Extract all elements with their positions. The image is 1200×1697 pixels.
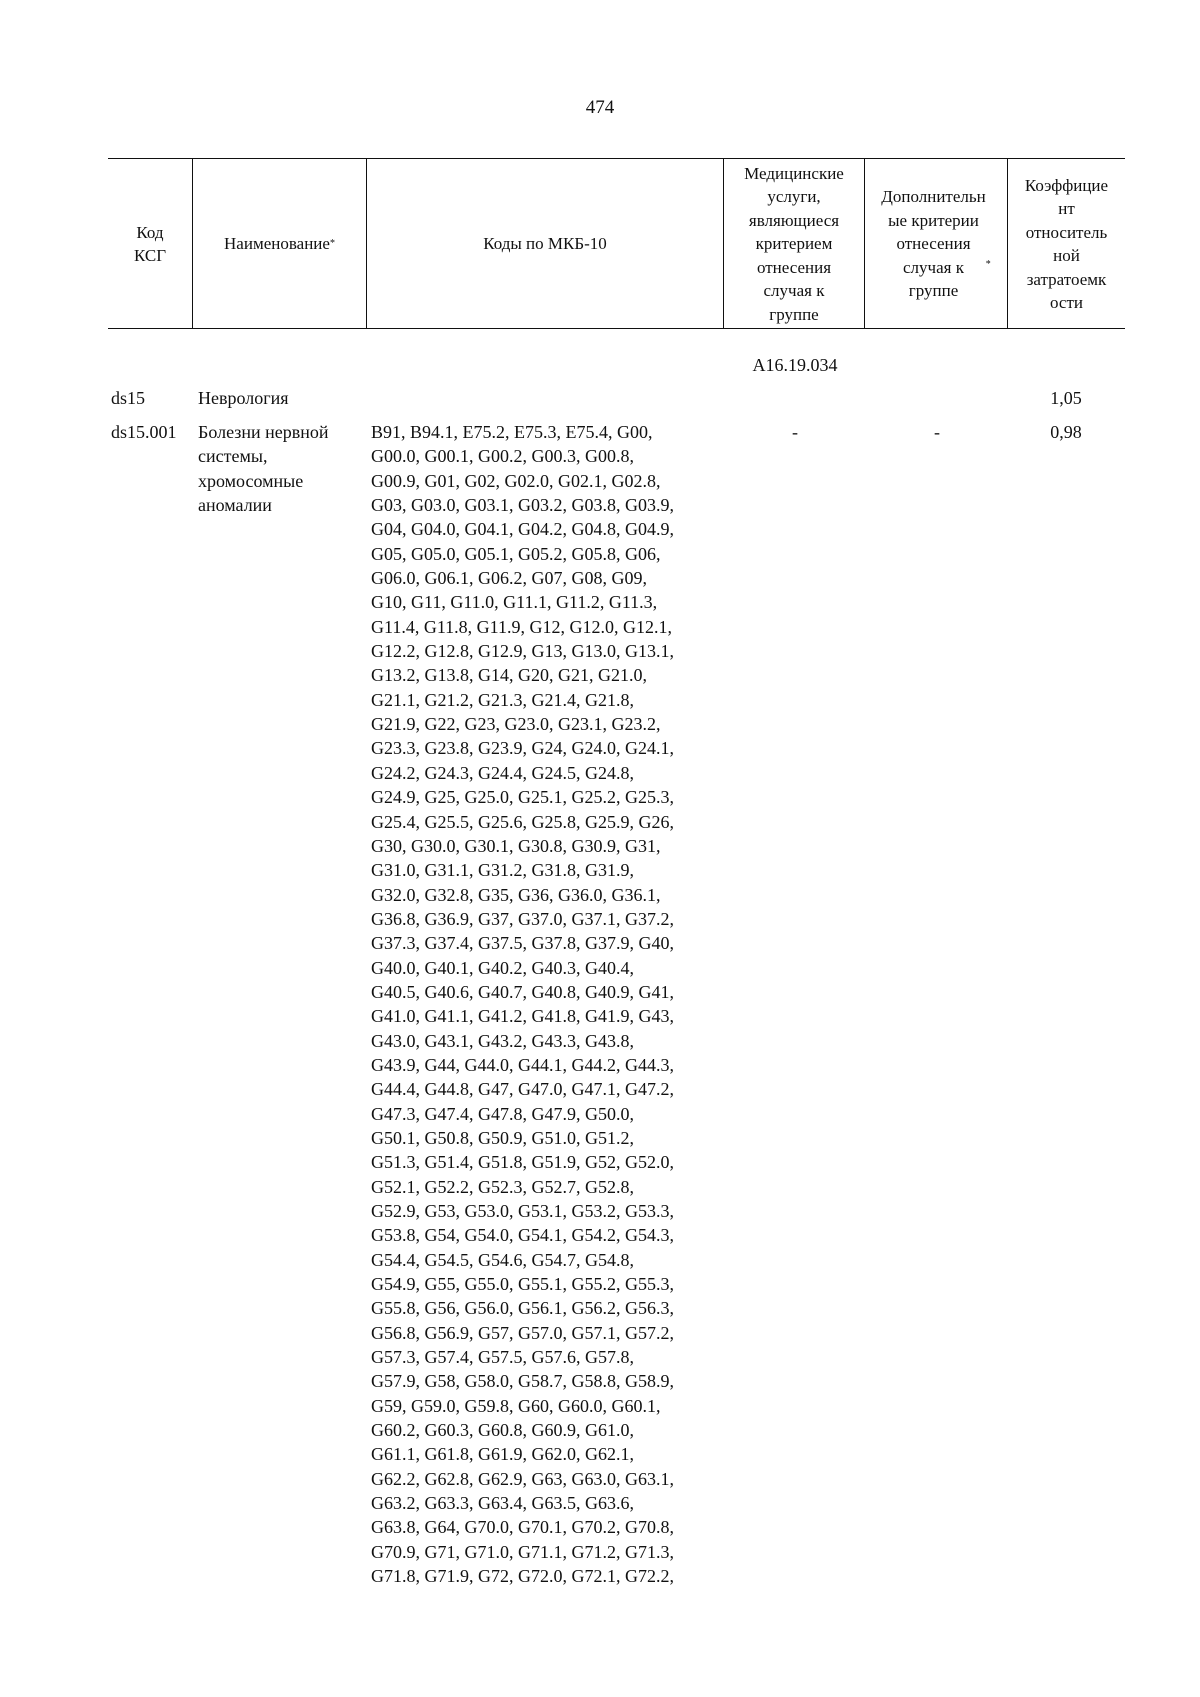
icd-code-line: G47.3, G47.4, G47.8, G47.9, G50.0, <box>371 1103 634 1124</box>
row-coefficient: 0,98 <box>1050 422 1082 442</box>
icd-code-line: G25.4, G25.5, G25.6, G25.8, G25.9, G26, <box>371 811 674 832</box>
header-name-footnote-mark: * <box>329 238 335 250</box>
icd-code-line: G32.0, G32.8, G35, G36, G36.0, G36.1, <box>371 884 661 905</box>
row-coefficient: 1,05 <box>1050 388 1082 408</box>
header-name <box>193 160 366 328</box>
icd-code-line: G70.9, G71, G71.0, G71.1, G71.2, G71.3, <box>371 1541 674 1562</box>
icd-code-line: G12.2, G12.8, G12.9, G13, G13.0, G13.1, <box>371 641 674 662</box>
icd-code-line: G52.9, G53, G53.0, G53.1, G53.2, G53.3, <box>371 1201 674 1221</box>
icd-code-line: B91, B94.1, E75.2, E75.3, E75.4, G00, <box>371 422 653 442</box>
icd-code-line: G21.9, G22, G23, G23.0, G23.1, G23.2, <box>371 714 661 735</box>
icd-code-line: G24.2, G24.3, G24.4, G24.5, G24.8, <box>371 762 634 783</box>
icd-code-line: G00.9, G01, G02, G02.0, G02.1, G02.8, <box>371 470 661 491</box>
row-name: Неврология <box>198 388 289 408</box>
icd-code-line: G59, G59.0, G59.8, G60, G60.0, G60.1, <box>371 1395 661 1416</box>
icd-code-line: G30, G30.0, G30.1, G30.8, G30.9, G31, <box>371 835 661 856</box>
icd-code-line: G56.8, G56.9, G57, G57.0, G57.1, G57.2, <box>371 1322 674 1343</box>
icd-code-line: G40.0, G40.1, G40.2, G40.3, G40.4, <box>371 957 634 978</box>
icd-code-line: G61.1, G61.8, G61.9, G62.0, G62.1, <box>371 1444 634 1465</box>
icd-code-line: G37.3, G37.4, G37.5, G37.8, G37.9, G40, <box>371 933 674 954</box>
icd-code-line: G00.0, G00.1, G00.2, G00.3, G00.8, <box>371 446 634 467</box>
icd-code-line: G24.9, G25, G25.0, G25.1, G25.2, G25.3, <box>371 787 674 808</box>
icd-code-line: G23.3, G23.8, G23.9, G24, G24.0, G24.1, <box>371 738 674 759</box>
icd-code-line: G63.8, G64, G70.0, G70.1, G70.2, G70.8, <box>371 1517 674 1538</box>
header-coefficient: Коэффицие нт относитель ной затратоемк ости <box>1024 175 1109 312</box>
icd-code-line: G60.2, G60.3, G60.8, G60.9, G61.0, <box>371 1420 634 1441</box>
icd-code-line: G31.0, G31.1, G31.2, G31.8, G31.9, <box>371 860 634 881</box>
icd-code-line: G52.1, G52.2, G52.3, G52.7, G52.8, <box>371 1176 634 1197</box>
icd-code-line: G54.4, G54.5, G54.6, G54.7, G54.8, <box>371 1249 634 1270</box>
icd-code-list <box>371 420 731 1589</box>
header-icd: Коды по МКБ-10 <box>483 234 607 254</box>
icd-code-line: G13.2, G13.8, G14, G20, G21, G21.0, <box>371 665 647 686</box>
row-service: - <box>792 422 798 442</box>
icd-code-line: G40.5, G40.6, G40.7, G40.8, G40.9, G41, <box>371 981 674 1002</box>
icd-code-line: G71.8, G71.9, G72, G72.0, G72.1, G72.2, <box>371 1566 674 1587</box>
row-code: ds15 <box>111 388 146 408</box>
icd-code-line: G63.2, G63.3, G63.4, G63.5, G63.6, <box>371 1493 634 1514</box>
icd-code-line: G62.2, G62.8, G62.9, G63, G63.0, G63.1, <box>371 1468 674 1489</box>
icd-code-line: G21.1, G21.2, G21.3, G21.4, G21.8, <box>371 689 634 710</box>
row-name: Болезни нервной системы, хромосомные аномалии <box>198 422 329 516</box>
icd-code-line: G43.0, G43.1, G43.2, G43.3, G43.8, <box>371 1030 634 1051</box>
header-top-rule <box>108 158 1125 159</box>
icd-code-line: G36.8, G36.9, G37, G37.0, G37.1, G37.2, <box>371 908 674 929</box>
header-services: Медицинские услуги, являющиеся критерием отнесения случая к группе <box>744 163 844 324</box>
header-extra-footnote-mark: * <box>985 258 991 270</box>
icd-code-line: G50.1, G50.8, G50.9, G51.0, G51.2, <box>371 1127 634 1148</box>
icd-code-line: G54.9, G55, G55.0, G55.1, G55.2, G55.3, <box>371 1274 674 1295</box>
icd-code-line: G03, G03.0, G03.1, G03.2, G03.8, G03.9, <box>371 495 674 516</box>
icd-code-line: G55.8, G56, G56.0, G56.1, G56.2, G56.3, <box>371 1298 674 1319</box>
row-extra-criteria: - <box>934 422 940 442</box>
icd-code-line: G57.9, G58, G58.0, G58.7, G58.8, G58.9, <box>371 1371 674 1392</box>
icd-code-line: G43.9, G44, G44.0, G44.1, G44.2, G44.3, <box>371 1054 674 1075</box>
header-extra <box>865 160 1007 328</box>
icd-code-line: G51.3, G51.4, G51.8, G51.9, G52, G52.0, <box>371 1152 674 1173</box>
icd-code-line: G53.8, G54, G54.0, G54.1, G54.2, G54.3, <box>371 1225 674 1246</box>
header-bottom-rule <box>108 328 1125 329</box>
icd-code-line: G44.4, G44.8, G47, G47.0, G47.1, G47.2, <box>371 1079 674 1100</box>
page-number: 474 <box>585 97 615 118</box>
icd-code-line: G41.0, G41.1, G41.2, G41.8, G41.9, G43, <box>371 1006 674 1027</box>
icd-code-line: G04, G04.0, G04.1, G04.2, G04.8, G04.9, <box>371 519 674 540</box>
icd-code-line: G05, G05.0, G05.1, G05.2, G05.8, G06, <box>371 543 661 564</box>
header-extra-text: Дополнительн ые критерии отнесения случая к группе <box>881 187 986 301</box>
header-code: Код КСГ <box>133 222 167 265</box>
icd-code-line: G06.0, G06.1, G06.2, G07, G08, G09, <box>371 568 647 589</box>
icd-code-line: G57.3, G57.4, G57.5, G57.6, G57.8, <box>371 1347 634 1368</box>
header-name-text: Наименование <box>224 234 330 254</box>
icd-code-line: G10, G11, G11.0, G11.1, G11.2, G11.3, <box>371 592 658 613</box>
row-code: ds15.001 <box>111 422 177 442</box>
carryover-service-code: A16.19.034 <box>752 355 838 375</box>
icd-code-line: G11.4, G11.8, G11.9, G12, G12.0, G12.1, <box>371 616 672 637</box>
